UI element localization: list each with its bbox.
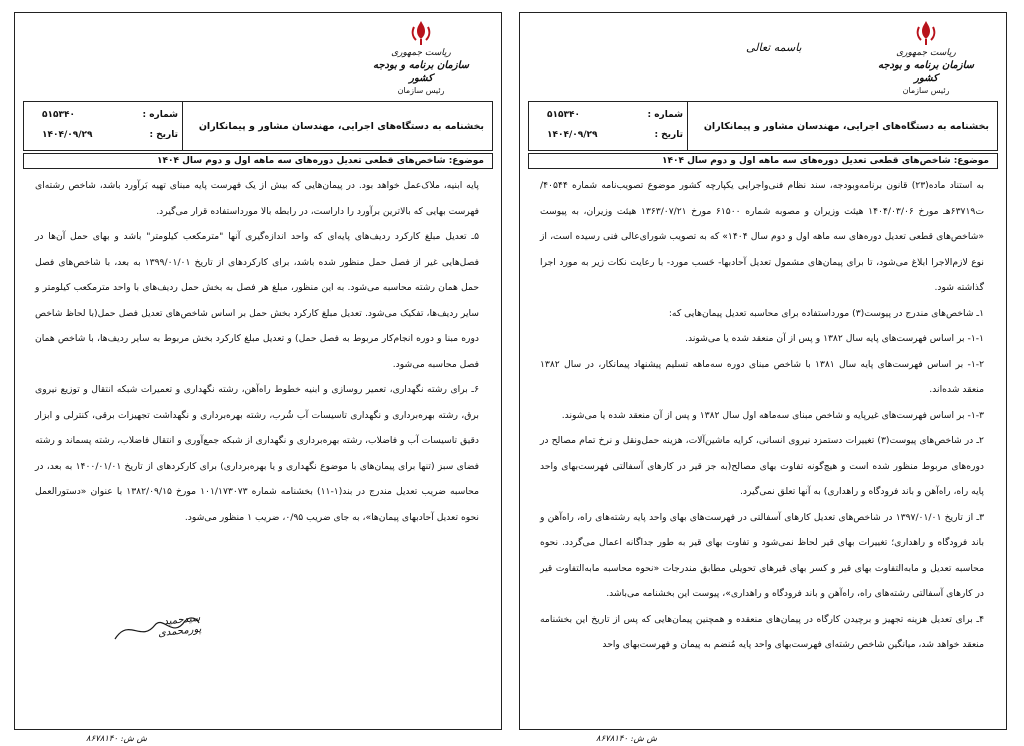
subject-line: موضوع: شاخص‌های قطعی تعدیل دوره‌های سه ماهه اول و دوم سال ۱۴۰۴ bbox=[528, 153, 998, 169]
number-label: شماره : bbox=[647, 110, 683, 120]
addressee: بخشنامه به دستگاه‌های اجرایی، مهندسان مشاور و پیمانکاران bbox=[687, 102, 997, 150]
footer-code: ش ش: ۸۶۷۸۱۴۰ bbox=[86, 734, 147, 744]
number-value: ۵۱۵۳۴۰ bbox=[547, 110, 580, 120]
iran-emblem-icon bbox=[913, 19, 939, 47]
signature-name: سیدحمید پورمحمدی bbox=[157, 612, 202, 640]
letterhead-logo bbox=[361, 19, 481, 103]
date-row bbox=[24, 126, 184, 144]
signature bbox=[111, 609, 201, 649]
body-text bbox=[35, 173, 479, 530]
letterhead-logo bbox=[866, 19, 986, 103]
paragraph: پایه ابنیه، ملاک‌عمل خواهد بود. در پیمان‌هایی که بیش از یک فهرست پایه مبنای تهیه بَرآورد باشد، شاخص رشته‌ای فهرست بهایی که بالاترین برآورد را داراست، در رابطه بالا مورداستفاده قرار می‌گیرد. bbox=[35, 180, 479, 217]
number-value: ۵۱۵۳۴۰ bbox=[42, 110, 75, 120]
body-text bbox=[540, 173, 984, 658]
document-page-2 bbox=[14, 12, 502, 730]
subject-line: موضوع: شاخص‌های قطعی تعدیل دوره‌های سه ماهه اول و دوم سال ۱۴۰۴ bbox=[23, 153, 493, 169]
header-table bbox=[528, 101, 998, 151]
number-row bbox=[529, 106, 689, 124]
paragraph: ۲ـ در شاخص‌های پیوست(۳) تغییرات دستمزد نیروی انسانی، کرایه ماشین‌آلات، هزینه حمل‌ونقل و نرخ تمام مصالح در دوره‌های مربوط منظور شده است و هیچ‌گونه تفاوت بهای مصالح(به جز قیر در کارهای آسفالتی فهرست‌بهای واحد پایه راه، راه‌آهن و باند فرودگاه و راهداری) به آنها تعلق نمی‌گیرد. bbox=[540, 435, 984, 497]
paragraph: ۵ـ تعدیل مبلغ کارکرد ردیف‌های پایه‌ای که واحد اندازه‌گیری آنها "مترمکعب کیلومتر" باشد و بهای حمل آن‌ها در فصل‌هایی غیر از فصل حمل منظور شده باشد، برای کارکردهای از تاریخ ۱۳۹۹/۰۱/۰۱ به بعد، با شاخص‌های فصل حمل همان رشته محاسبه می‌شود. به این منظور، مبلغ هر فصل به بخش حمل ردیف‌های با واحد مترمکعب کیلومتر و سایر ردیف‌ها، تفکیک می‌شود. تعدیل مبلغ کارکرد بخش حمل بر اساس شاخص‌های تعدیل فصل حمل(با لحاظ شاخص دوره مبنا و دوره انجام‌کار مربوط به فصل حمل) و تعدیل مبلغ کارکرد بخش مربوط به سایر ردیف‌ها، با شاخص همان فصل محاسبه می‌شود. bbox=[35, 231, 479, 370]
document-page-1 bbox=[519, 12, 1007, 730]
letterhead-line-1: ریاست جمهوری bbox=[896, 48, 956, 58]
paragraph: ۱ـ شاخص‌های مندرج در پیوست(۳) مورداستفاده برای محاسبه تعدیل پیمان‌هایی که: bbox=[668, 307, 984, 319]
addressee: بخشنامه به دستگاه‌های اجرایی، مهندسان مشاور و پیمانکاران bbox=[182, 102, 492, 150]
footer-code: ش ش: ۸۶۷۸۱۴۰ bbox=[596, 734, 657, 744]
letterhead-line-3: رئیس سازمان bbox=[902, 86, 950, 95]
date-label: تاریخ : bbox=[654, 130, 683, 140]
paragraph: ۱-۳- بر اساس فهرست‌های غیرپایه و شاخص مبنای سه‌ماهه اول سال ۱۳۸۲ و پس از آن منعقد شده یا می‌شوند. bbox=[561, 409, 984, 421]
paragraph: به استناد ماده(۲۳) قانون برنامه‌وبودجه، سند نظام فنی‌واجرایی یکپارچه کشور موضوع تصویب‌نامه شماره ۴۰۵۴۴/ت۶۳۷۱۹هـ مورخ ۱۴۰۴/۰۳/۰۶ هیئت وزیران و مصوبه شماره ۶۱۵۰۰ مورخ ۱۳۶۳/۰۷/۲۱ هیئت وزیران، به پیوست «شاخص‌های قطعی تعدیل دوره‌های سه ماهه اول و دوم سال ۱۴۰۴» که به تصویب شورای‌عالی فنی رسیده است، از نوع لازم‌الاجرا ابلاغ می‌شود، تا برای پیمان‌های مشمول تعدیل آحادبها- حَسب مورد- با رعایت نکات زیر به مورد اجرا گذاشته شود. bbox=[540, 180, 984, 293]
paragraph: ۴ـ برای تعدیل هزینه تجهیز و برچیدن کارگاه در پیمان‌های منعقده و همچنین پیمان‌هایی که پس از تاریخ این بخشنامه منعقد خواهد شد، میانگین شاخص رشته‌ای فهرست‌بهای واحد پایه مُنضم به پیمان و فهرست‌بهای واحد bbox=[540, 613, 984, 650]
paragraph: ۱-۲- بر اساس فهرست‌های پایه سال ۱۳۸۱ با شاخص مبنای دوره سه‌ماهه تسلیم پیشنهاد پیمانکار، در سال ۱۳۸۲ منعقد شده‌اند. bbox=[540, 358, 985, 395]
letterhead-line-2: سازمان برنامه و بودجه کشور bbox=[877, 60, 975, 84]
letter-meta bbox=[24, 102, 184, 150]
number-label: شماره : bbox=[142, 110, 178, 120]
date-value: ۱۴۰۴/۰۹/۲۹ bbox=[42, 130, 93, 140]
paragraph: ۳ـ از تاریخ ۱۳۹۷/۰۱/۰۱ در شاخص‌های تعدیل کارهای آسفالتی در فهرست‌های بهای واحد پایه رشته‌های راه، راه‌آهن و باند فرودگاه و راهداری؛ تغییرات بهای قیر لحاظ نمی‌شود و تفاوت بهای قیر به طور جداگانه اعمال می‌گردد. نحوه محاسبه تعدیل و مابه‌التفاوت بهای قیر و کسر بهای قیرهای تحویلی مطابق مندرجات «نحوه محاسبه مابه‌التفاوت قیر در کارهای آسفالتی رشته‌های راه، راه‌آهن و باند فرودگاه و راهداری»، پیوست این بخشنامه می‌باشد. bbox=[540, 511, 984, 599]
number-row bbox=[24, 106, 184, 124]
header-table bbox=[23, 101, 493, 151]
iran-emblem-icon bbox=[408, 19, 434, 47]
date-row bbox=[529, 126, 689, 144]
paragraph: ۶ـ برای رشته نگهداری، تعمیر روسازی و ابنیه خطوط راه‌آهن، رشته نگهداری و تعمیرات شبکه انتقال و توزیع نیروی برق، رشته بهره‌برداری و نگهداری تاسیسات آب شُرب، رشته بهره‌برداری و نگهداشت تجهیزات برقی، کنترلی و ابزار دقیق تاسیسات آب و فاضلاب، رشته بهره‌برداری و نگهداری از شبکه جمع‌آوری و انتقال فاضلاب، رشته پسماند و رشته فضای سبز (تنها برای پیمان‌های با موضوع نگهداری و یا بهره‌برداری) برای کارکردهای از تاریخ ۱۴۰۰/۰۱/۰۱ به بعد، در محاسبه ضریب تعدیل مندرج در بند(۱-۱۱) بخشنامه شماره ۱۰۱/۱۷۳۰۷۳ مورخ ۱۳۸۲/۰۹/۱۵ با عنوان «دستورالعمل نحوه تعدیل آحادبهای پیمان‌ها»، به جای ضریب ۰/۹۵، ضریب ۱ منظور می‌شود. bbox=[35, 384, 479, 523]
letter-meta bbox=[529, 102, 689, 150]
letterhead-line-3: رئیس سازمان bbox=[397, 86, 445, 95]
paragraph: ۱-۱- بر اساس فهرست‌های پایه سال ۱۳۸۲ و پس از آن منعقد شده یا می‌شوند. bbox=[685, 333, 984, 344]
letterhead-line-2: سازمان برنامه و بودجه کشور bbox=[372, 60, 470, 84]
date-label: تاریخ : bbox=[149, 130, 178, 140]
basmala: باسمه تعالی bbox=[746, 41, 802, 54]
letterhead-line-1: ریاست جمهوری bbox=[391, 48, 451, 58]
date-value: ۱۴۰۴/۰۹/۲۹ bbox=[547, 130, 598, 140]
